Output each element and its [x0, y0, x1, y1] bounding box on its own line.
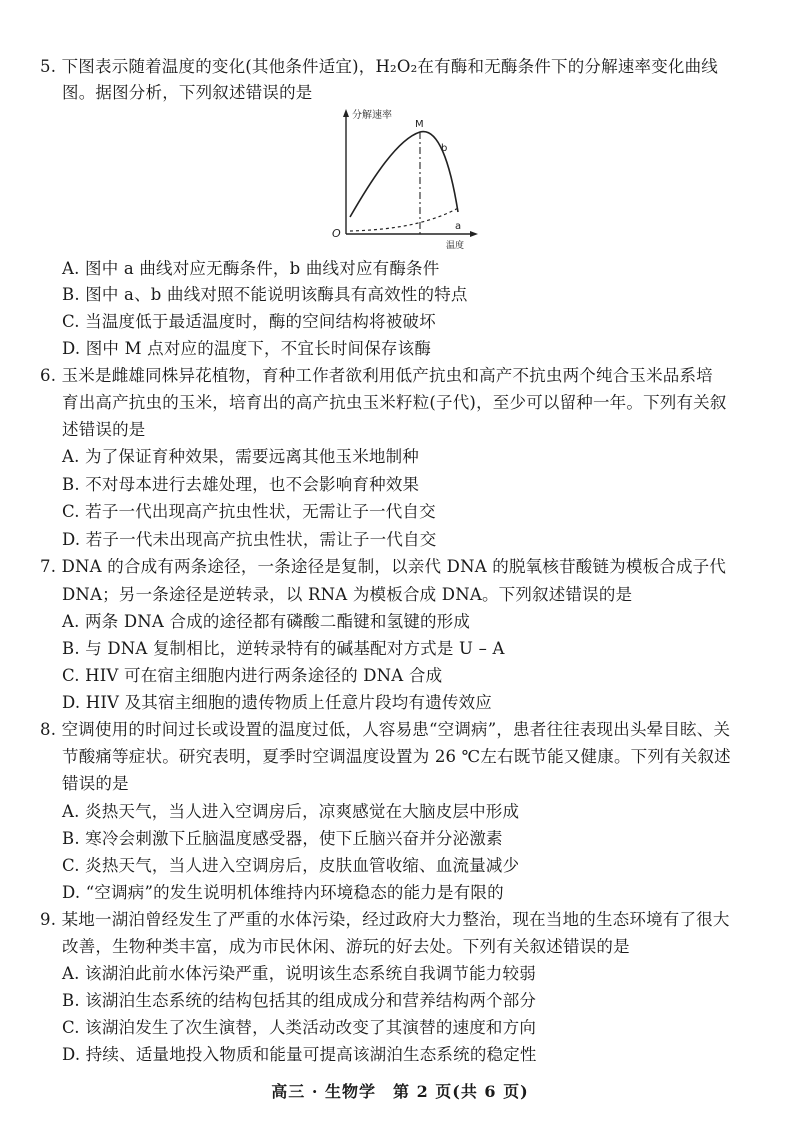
enzyme-rate-figure	[328, 107, 478, 252]
q9-option-c: C. 该湖泊发生了次生演替，人类活动改变了其演替的速度和方向	[62, 1018, 537, 1037]
q5-stem-line1: 5. 下图表示随着温度的变化(其他条件适宜)，H₂O₂在有酶和无酶条件下的分解速率变化曲线	[40, 57, 719, 76]
q5-option-a: A. 图中 a 曲线对应无酶条件，b 曲线对应有酶条件	[62, 259, 440, 278]
q8-stem-line3: 错误的是	[62, 774, 129, 793]
q8-option-c: C. 炎热天气，当人进入空调房后，皮肤血管收缩、血流量减少	[62, 856, 520, 875]
q6-stem-line2: 育出高产抗虫的玉米，培育出的高产抗虫玉米籽粒(子代)，至少可以留种一年。下列有关叙	[62, 393, 727, 412]
q5-stem-line2: 图。据图分析，下列叙述错误的是	[62, 83, 313, 102]
q9-option-d: D. 持续、适量地投入物质和能量可提高该湖泊生态系统的稳定性	[62, 1045, 537, 1064]
q7-option-b: B. 与 DNA 复制相比，逆转录特有的碱基配对方式是 U – A	[62, 639, 505, 658]
q5-option-d: D. 图中 M 点对应的温度下，不宜长时间保存该酶	[62, 339, 432, 358]
q9-stem-line1: 9. 某地一湖泊曾经发生了严重的水体污染，经过政府大力整治，现在当地的生态环境有了很大	[40, 910, 730, 929]
q8-stem-line2: 节酸痛等症状。研究表明，夏季时空调温度设置为 26 ℃左右既节能又健康。下列有关叙述	[62, 747, 731, 766]
curve-b-label: b	[441, 143, 448, 154]
q5-option-c: C. 当温度低于最适温度时，酶的空间结构将被破坏	[62, 312, 436, 331]
q8-option-b: B. 寒冷会刺激下丘脑温度感受器，使下丘脑兴奋并分泌激素	[62, 829, 503, 848]
point-m-label: M	[415, 119, 424, 130]
page-footer: 高三 · 生物学 第 2 页(共 6 页)	[271, 1082, 529, 1101]
origin-label: O	[332, 227, 341, 240]
q7-option-a: A. 两条 DNA 合成的途径都有磷酸二酯键和氢键的形成	[62, 612, 471, 631]
q9-option-b: B. 该湖泊生态系统的结构包括其的组成成分和营养结构两个部分	[62, 991, 537, 1010]
q7-option-d: D. HIV 及其宿主细胞的遗传物质上任意片段均有遗传效应	[62, 693, 492, 712]
q6-option-c: C. 若子一代出现高产抗虫性状，无需让子一代自交	[62, 502, 436, 521]
q6-option-b: B. 不对母本进行去雄处理，也不会影响育种效果	[62, 475, 420, 494]
q9-stem-line2: 改善，生物种类丰富，成为市民休闲、游玩的好去处。下列有关叙述错误的是	[62, 937, 630, 956]
q7-option-c: C. HIV 可在宿主细胞内进行两条途径的 DNA 合成	[62, 666, 443, 685]
q8-stem-line1: 8. 空调使用的时间过长或设置的温度过低，人容易患“空调病”，患者往往表现出头晕目眩、关	[40, 720, 731, 739]
q7-stem-line1: 7. DNA 的合成有两条途径，一条途径是复制，以亲代 DNA 的脱氧核苷酸链为模板合成子代	[40, 557, 727, 576]
q8-option-d: D. “空调病”的发生说明机体维持内环境稳态的能力是有限的	[62, 883, 504, 902]
x-axis-arrow	[470, 231, 478, 237]
q6-stem-line3: 述错误的是	[62, 420, 146, 439]
y-axis-arrow	[343, 109, 349, 117]
y-axis-label: 分解速率	[352, 110, 392, 121]
curve-a-label: a	[455, 221, 462, 232]
x-axis-label: 温度	[446, 241, 465, 251]
q6-stem-line1: 6. 玉米是雌雄同株异花植物，育种工作者欲利用低产抗虫和高产不抗虫两个纯合玉米品系培	[40, 366, 713, 385]
q8-option-a: A. 炎热天气，当人进入空调房后，凉爽感觉在大脑皮层中形成	[62, 802, 520, 821]
q9-option-a: A. 该湖泊此前水体污染严重，说明该生态系统自我调节能力较弱	[62, 964, 536, 983]
curve-a	[350, 207, 460, 231]
q5-option-b: B. 图中 a、b 曲线对照不能说明该酶具有高效性的特点	[62, 285, 468, 304]
q6-option-d: D. 若子一代未出现高产抗虫性状，需让子一代自交	[62, 530, 437, 549]
q6-option-a: A. 为了保证育种效果，需要远离其他玉米地制种	[62, 447, 420, 466]
q7-stem-line2: DNA；另一条途径是逆转录，以 RNA 为模板合成 DNA。下列叙述错误的是	[62, 585, 633, 604]
